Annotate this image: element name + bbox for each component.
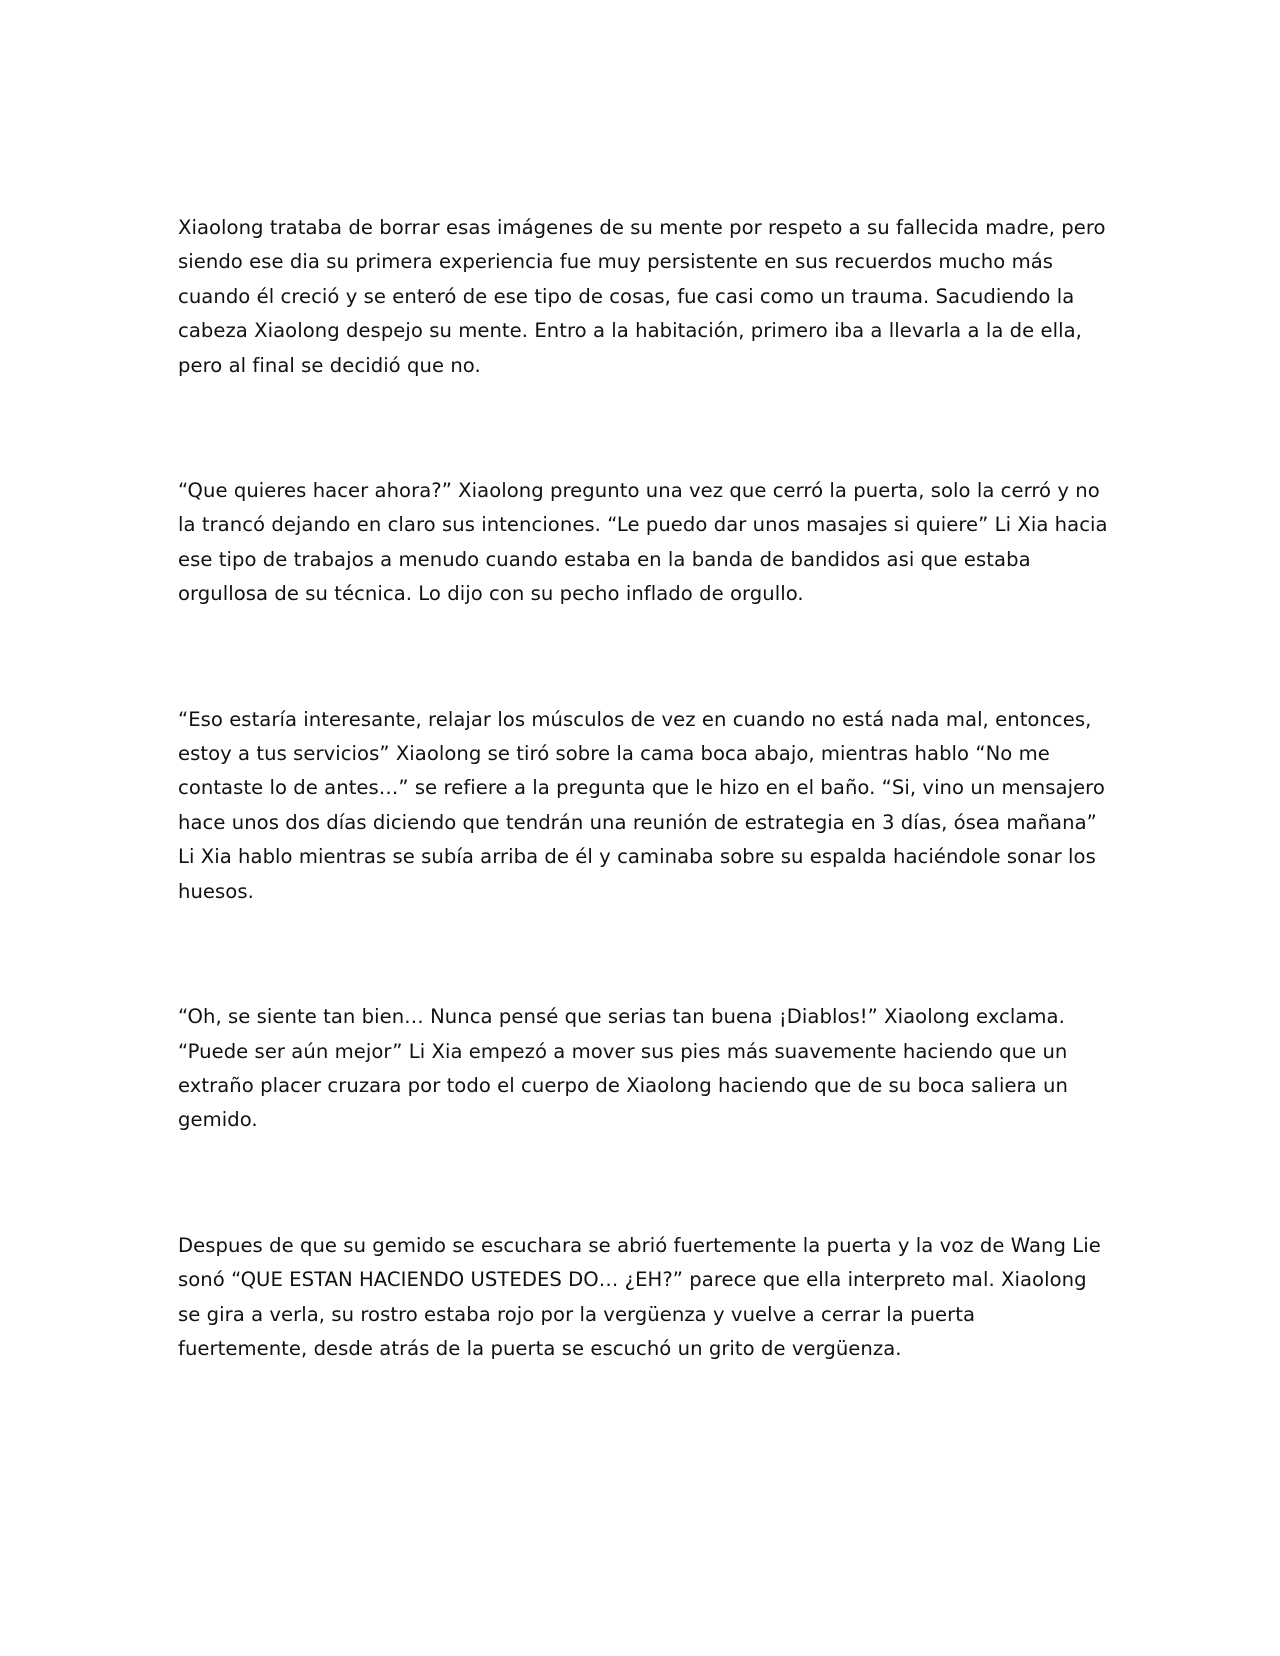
paragraph-gap — [178, 1138, 1108, 1229]
paragraph-5: Despues de que su gemido se escuchara se abrió fuertemente la puerta y la voz de Wang Lie sonó “QUE ESTAN HACIENDO USTEDES DO… ¿EH?” parece que ella interpreto mal. Xiaolong se gira a verla, su rostro estaba rojo por la vergüenza y vuelve a cerrar la puerta fuertemente, desde atrás de la puerta se escuchó un grito de vergüenza. — [178, 1233, 1101, 1360]
text-column — [178, 211, 1108, 1366]
paragraph-1: Xiaolong trataba de borrar esas imágenes de su mente por respeto a su fallecida madre, pero siendo ese dia su primera experiencia fue muy persistente en sus recuerdos mucho más cuando él creció y se enteró de ese tipo de cosas, fue casi como un trauma. Sacudiendo la cabeza Xiaolong despejo su mente. Entro a la habitación, primero iba a llevarla a la de ella, pero al final se decidió que no. — [178, 216, 1106, 377]
paragraph-2: “Que quieres hacer ahora?” Xiaolong pregunto una vez que cerró la puerta, solo la cerró y no la trancó dejando en claro sus intenciones. “Le puedo dar unos masajes si quiere” Li Xia hacia ese tipo de trabajos a menudo cuando estaba en la banda de bandidos asi que estaba orgullosa de su técnica. Lo dijo con su pecho inflado de orgullo. — [178, 479, 1108, 606]
paragraph-gap — [178, 383, 1108, 474]
paragraph-gap — [178, 612, 1108, 703]
paragraph-gap — [178, 909, 1108, 1000]
paragraph-3: “Eso estaría interesante, relajar los músculos de vez en cuando no está nada mal, entonces, estoy a tus servicios” Xiaolong se tiró sobre la cama boca abajo, mientras hablo “No me contaste lo de antes…” se refiere a la pregunta que le hizo en el baño. “Si, vino un mensajero hace unos dos días diciendo que tendrán una reunión de estrategia en 3 días, ósea mañana” Li Xia hablo mientras se subía arriba de él y caminaba sobre su espalda haciéndole sonar los huesos. — [178, 707, 1105, 903]
paragraph-4: “Oh, se siente tan bien… Nunca pensé que serias tan buena ¡Diablos!” Xiaolong exclama. “Puede ser aún mejor” Li Xia empezó a mover sus pies más suavemente haciendo que un extraño placer cruzara por todo el cuerpo de Xiaolong haciendo que de su boca saliera un gemido. — [178, 1005, 1068, 1132]
